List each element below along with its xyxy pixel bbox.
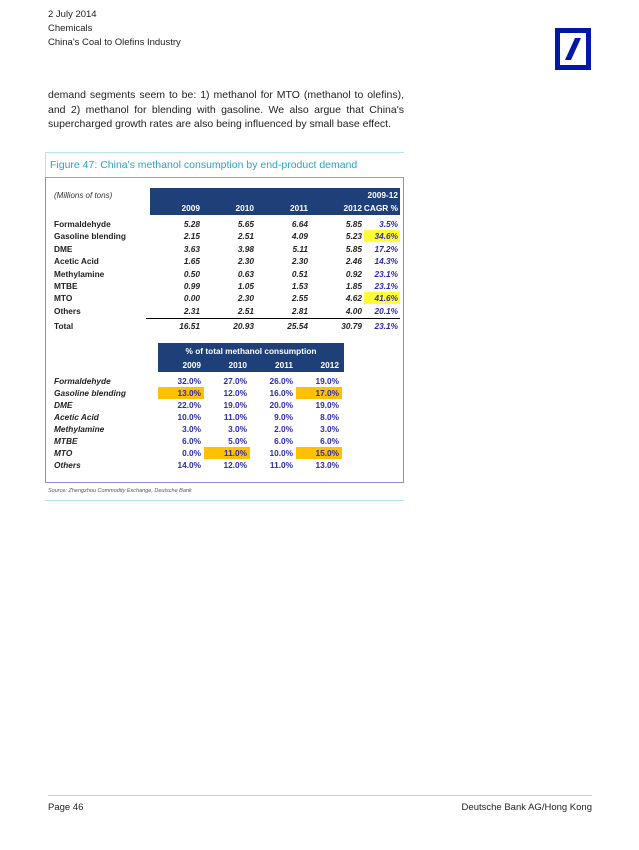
total-cell: 20.93 xyxy=(233,321,254,331)
value-cell: 2.46 xyxy=(345,256,362,267)
percent-cell: 13.0% xyxy=(315,460,339,470)
total-divider xyxy=(146,318,400,319)
table2-col-header: 2009 xyxy=(182,360,201,370)
percent-cell: 10.0% xyxy=(269,448,293,458)
units-label: (Millions of tons) xyxy=(54,191,113,200)
table1-col-header: 2009 xyxy=(181,203,200,213)
percent-cell: 32.0% xyxy=(177,376,201,386)
value-cell: 5.11 xyxy=(292,243,308,254)
value-cell: 2.30 xyxy=(291,256,308,267)
header-date: 2 July 2014 xyxy=(48,9,97,20)
row-label: MTBE xyxy=(54,436,78,446)
percent-cell: 11.0% xyxy=(204,447,250,459)
table-row xyxy=(46,447,403,459)
value-cell: 0.50 xyxy=(183,268,200,279)
percent-cell: 27.0% xyxy=(223,376,247,386)
table-row xyxy=(46,459,403,471)
percent-cell: 13.0% xyxy=(158,387,204,399)
total-cell: 25.54 xyxy=(287,321,308,331)
percent-cell: 19.0% xyxy=(315,400,339,410)
row-label: MTBE xyxy=(54,281,78,291)
value-cell: 0.00 xyxy=(183,293,200,304)
value-cell: 2.51 xyxy=(237,231,254,242)
table-row xyxy=(46,268,403,280)
cagr-cell: 23.1% xyxy=(374,281,398,291)
table-row xyxy=(46,305,403,317)
footer-company: Deutsche Bank AG/Hong Kong xyxy=(461,802,592,813)
percent-cell: 3.0% xyxy=(182,424,201,434)
value-cell: 4.62 xyxy=(345,293,362,304)
percent-cell: 14.0% xyxy=(177,460,201,470)
value-cell: 5.23 xyxy=(345,231,362,242)
value-cell: 3.98 xyxy=(237,243,254,254)
percent-cell: 11.0% xyxy=(269,460,293,470)
document-header xyxy=(48,8,181,50)
cagr-cell: 17.2% xyxy=(374,243,398,254)
percent-cell: 9.0% xyxy=(274,412,293,422)
percent-cell: 17.0% xyxy=(296,387,342,399)
row-label: Methylamine xyxy=(54,268,105,279)
table2-col-header: 2011 xyxy=(275,360,293,370)
table-row xyxy=(46,292,403,304)
value-cell: 5.28 xyxy=(183,219,200,229)
percent-cell: 26.0% xyxy=(269,376,293,386)
total-cell: 30.79 xyxy=(341,321,362,331)
table-row xyxy=(46,243,403,255)
total-cell: 16.51 xyxy=(179,321,200,331)
row-label: DME xyxy=(54,243,73,254)
figure-title: Figure 47: China's methanol consumption by end-product demand xyxy=(45,152,404,177)
figure-box xyxy=(45,177,404,483)
table-row xyxy=(46,218,403,230)
value-cell: 0.99 xyxy=(183,281,200,291)
row-label: Others xyxy=(54,460,81,470)
total-label: Total xyxy=(54,321,74,331)
percent-cell: 12.0% xyxy=(223,460,247,470)
header-report: China's Coal to Olefins Industry xyxy=(48,37,181,48)
value-cell: 2.30 xyxy=(237,293,254,304)
value-cell: 1.85 xyxy=(345,281,362,291)
table-row xyxy=(46,411,403,423)
table-row xyxy=(46,399,403,411)
table-row xyxy=(46,387,403,399)
row-label: Others xyxy=(54,305,81,316)
value-cell: 0.51 xyxy=(291,268,308,279)
value-cell: 1.65 xyxy=(183,256,200,267)
table1-col-header: 2010 xyxy=(235,203,254,213)
total-cagr: 23.1% xyxy=(374,321,398,331)
percent-cell: 6.0% xyxy=(182,436,201,446)
value-cell: 1.05 xyxy=(237,281,254,291)
row-label: Methylamine xyxy=(54,424,105,434)
percent-cell: 10.0% xyxy=(177,412,201,422)
table1-col-header: 2012 xyxy=(343,203,362,213)
value-cell: 5.85 xyxy=(345,243,362,254)
cagr-cell: 41.6% xyxy=(364,292,400,304)
source-note: Source: Zhengzhou Commodity Exchange, Deutsche Bank xyxy=(48,488,192,494)
row-label: MTO xyxy=(54,448,73,458)
value-cell: 0.92 xyxy=(345,268,362,279)
value-cell: 5.85 xyxy=(345,219,362,229)
percent-cell: 16.0% xyxy=(269,388,293,398)
percent-cell: 6.0% xyxy=(274,436,293,446)
percent-cell: 0.0% xyxy=(182,448,201,458)
row-label: Formaldehyde xyxy=(54,376,111,386)
cagr-cell: 20.1% xyxy=(374,305,398,316)
source-divider xyxy=(45,500,404,501)
row-label: MTO xyxy=(54,293,73,304)
percent-cell: 3.0% xyxy=(320,424,339,434)
cagr-cell: 14.3% xyxy=(374,256,398,267)
row-label: Acetic Acid xyxy=(54,412,99,422)
percent-cell: 5.0% xyxy=(228,436,247,446)
percent-cell: 2.0% xyxy=(274,424,293,434)
deutsche-bank-logo xyxy=(555,28,591,70)
value-cell: 4.00 xyxy=(345,305,362,316)
row-label: Acetic Acid xyxy=(54,256,99,267)
value-cell: 2.81 xyxy=(291,305,308,316)
value-cell: 1.53 xyxy=(291,281,308,291)
value-cell: 3.63 xyxy=(183,243,200,254)
total-row xyxy=(46,320,403,332)
row-label: Gasoline blending xyxy=(54,388,126,398)
row-label: DME xyxy=(54,400,73,410)
body-paragraph: demand segments seem to be: 1) methanol for MTO (methanol to olefins), and 2) methanol for blending with gasoline. We also argue that China's supercharged growth rates are also being influenced by small base effect. xyxy=(48,89,404,130)
percent-cell: 12.0% xyxy=(223,388,247,398)
percent-cell: 20.0% xyxy=(269,400,293,410)
table-row xyxy=(46,255,403,267)
cagr-header-top: 2009-12 xyxy=(367,190,398,200)
table-row xyxy=(46,375,403,387)
percent-cell: 19.0% xyxy=(315,376,339,386)
cagr-cell: 3.5% xyxy=(379,219,398,229)
table2-col-header: 2012 xyxy=(320,360,339,370)
value-cell: 5.65 xyxy=(237,219,254,229)
percent-cell: 8.0% xyxy=(320,412,339,422)
table-row xyxy=(46,280,403,292)
value-cell: 6.64 xyxy=(291,219,308,229)
percent-cell: 6.0% xyxy=(320,436,339,446)
value-cell: 2.31 xyxy=(183,305,200,316)
row-label: Gasoline blending xyxy=(54,231,126,242)
percent-cell: 22.0% xyxy=(177,400,201,410)
cagr-cell: 23.1% xyxy=(374,268,398,279)
table-row xyxy=(46,423,403,435)
page-number: Page 46 xyxy=(48,802,84,813)
percent-cell: 15.0% xyxy=(296,447,342,459)
percent-cell: 3.0% xyxy=(228,424,247,434)
table1-col-header: 2011 xyxy=(290,203,308,213)
table2-title: % of total methanol consumption xyxy=(185,346,317,356)
cagr-cell: 34.6% xyxy=(364,230,400,242)
percent-cell: 11.0% xyxy=(223,412,247,422)
table-row xyxy=(46,230,403,242)
value-cell: 2.30 xyxy=(237,256,254,267)
value-cell: 0.63 xyxy=(237,268,254,279)
percent-cell: 19.0% xyxy=(223,400,247,410)
table-row xyxy=(46,435,403,447)
footer-divider xyxy=(48,795,592,796)
row-label: Formaldehyde xyxy=(54,219,111,229)
value-cell: 2.15 xyxy=(183,231,200,242)
header-sector: Chemicals xyxy=(48,23,93,34)
value-cell: 4.09 xyxy=(291,231,308,242)
value-cell: 2.55 xyxy=(291,293,308,304)
table2-col-header: 2010 xyxy=(228,360,247,370)
cagr-header: CAGR % xyxy=(363,203,398,213)
value-cell: 2.51 xyxy=(237,305,254,316)
